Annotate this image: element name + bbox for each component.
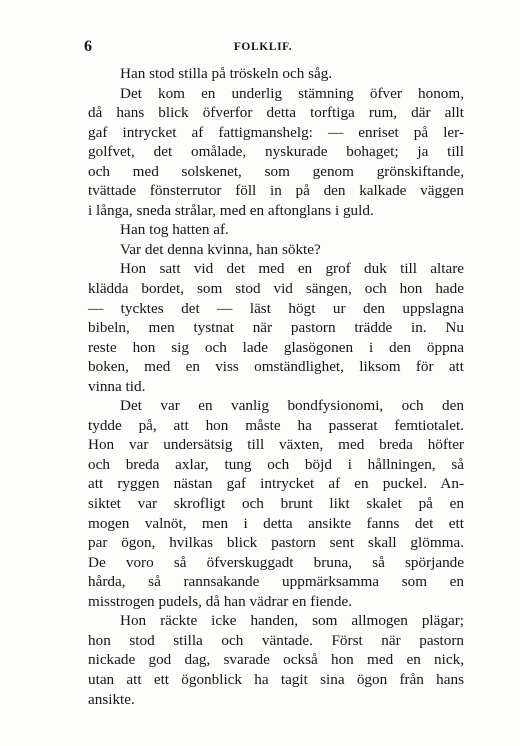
- text-line: i långa, sneda strålar, med en aftonglans i guld.: [88, 201, 374, 219]
- text-line: — tycktes det — läst högt ur den uppslagna: [88, 299, 464, 317]
- text-line: och breda axlar, tung och böjd i hållningen, så: [88, 455, 464, 473]
- page-number: 6: [84, 38, 92, 55]
- text-line: Hon räckte icke handen, som allmogen plägar;: [120, 612, 464, 630]
- text-line: Var det denna kvinna, han sökte?: [120, 240, 321, 258]
- text-line: gaf intrycket af fattigmanshelg: — enriset på ler-: [88, 123, 464, 141]
- text-line: utan att ett ögonblick ha tagit sina ögon från hans: [88, 670, 464, 688]
- text-line: par ögon, hvilkas blick pastorn sent skall glömma.: [88, 534, 464, 552]
- text-line: Hon var undersätsig till växten, med breda höfter: [88, 436, 464, 454]
- text-line: Han stod stilla på tröskeln och såg.: [120, 65, 333, 82]
- text-line: då hans blick öfverfor detta torftiga rum, där allt: [88, 104, 464, 122]
- text-line: nickade god dag, svarade också hon med en nick,: [88, 651, 464, 669]
- text-line: Det var en vanlig bondfysionomi, och den: [120, 397, 464, 415]
- text-line: ansikte.: [88, 690, 135, 708]
- text-line: att ryggen nästan gaf intrycket af en puckel. An-: [88, 475, 464, 493]
- text-line: golfvet, det omålade, nyskurade bohaget; ja till: [88, 143, 464, 161]
- text-line: hårda, så rannsakande uppmärksamma som en: [88, 573, 464, 591]
- text-line: reste hon sig och lade glasögonen i den öppna: [88, 338, 464, 356]
- text-line: Hon satt vid det med en grof duk till altare: [120, 260, 464, 278]
- text-line: De voro så öfverskuggadt bruna, så spörjande: [88, 553, 464, 571]
- text-line: tvättade fönsterrutor föll in på den kalkade väggen: [88, 182, 464, 200]
- text-line: boken, med en viss omständlighet, liksom för att: [88, 358, 464, 376]
- text-line: klädda bordet, som stod vid sängen, och hon hade: [88, 280, 464, 298]
- running-title: FOLKLIF.: [233, 41, 293, 53]
- text-line: vinna tid.: [88, 377, 146, 395]
- text-line: och med solskenet, som genom grönskiftande,: [88, 162, 464, 180]
- text-line: bibeln, men tystnat när pastorn trädde in. Nu: [88, 319, 464, 337]
- text-line: misstrogen pudels, då han vädrar en fiende.: [88, 592, 353, 610]
- text-line: hon stod stilla och väntade. Först när pastorn: [88, 631, 464, 649]
- text-line: Det kom en underlig stämning öfver honom,: [120, 84, 464, 102]
- text-line: tydde på, att hon måste ha passerat femtiotalet.: [88, 416, 464, 434]
- body-text: [88, 64, 464, 709]
- text-line: siktet var skrofligt och brunt likt skalet på en: [88, 495, 464, 513]
- text-line: Han tog hatten af.: [120, 221, 229, 239]
- text-line: mogen valnöt, men i detta ansikte fanns det ett: [88, 514, 464, 532]
